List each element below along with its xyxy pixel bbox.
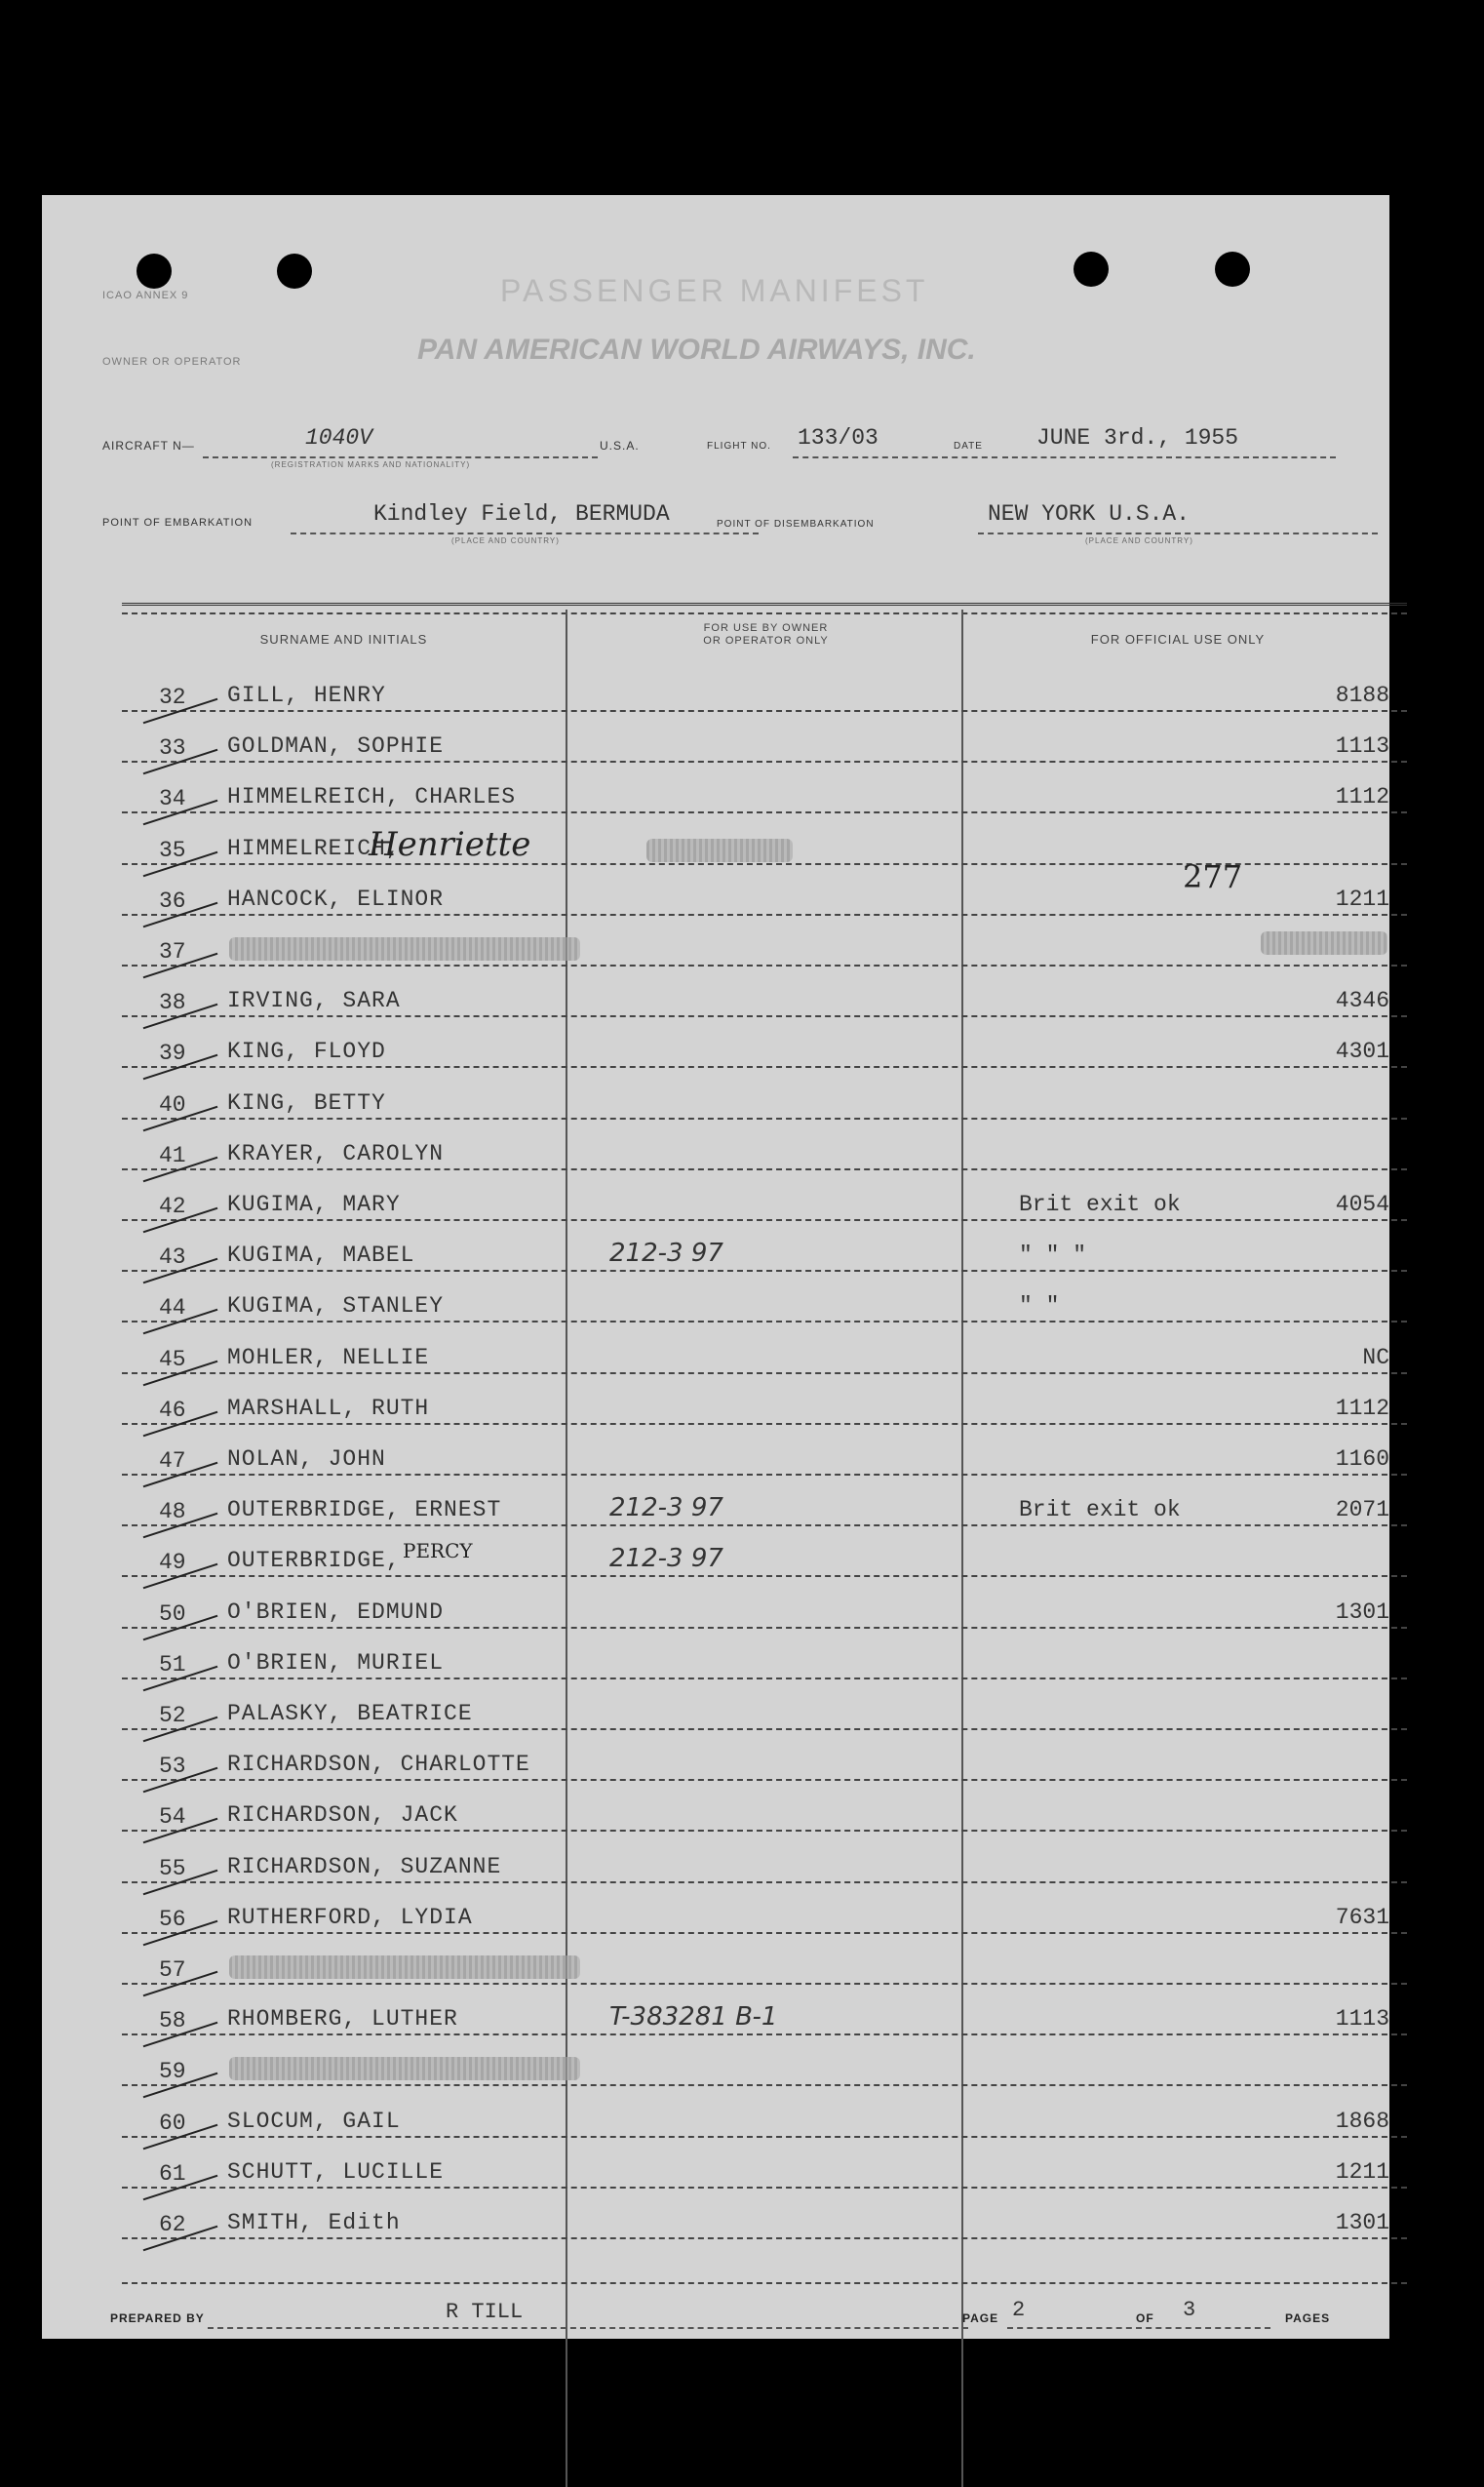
official-code: 1301 [1335,1599,1389,1625]
table-row [122,1374,1407,1425]
of-label: OF [1136,2311,1154,2325]
row-number: 35 [159,837,186,863]
table-row [122,2035,1407,2086]
table-row [122,2189,1407,2239]
passenger-name: HIMMELREICH, [227,835,401,861]
table-row [122,1120,1407,1170]
table-row [122,661,1407,712]
table-row [122,1629,1407,1679]
row-number: 43 [159,1244,186,1271]
table-row [122,2138,1407,2189]
table-row [122,1833,1407,1883]
passenger-name: HANCOCK, ELINOR [227,886,445,912]
official-code: 1113 [1335,733,1389,760]
table-row [122,916,1407,967]
operator-note: 212-3 97 [609,1239,723,1269]
passenger-name: MOHLER, NELLIE [227,1344,430,1370]
smudge-mark [229,937,580,961]
table-row [122,1730,1407,1781]
passenger-name: NOLAN, JOHN [227,1446,386,1472]
official-code: 8188 [1335,683,1389,708]
passenger-name: OUTERBRIDGE, [227,1548,401,1574]
passenger-name: HIMMELREICH, CHARLES [227,784,517,810]
table-top-rule-2 [122,612,1407,614]
passenger-name: KRAYER, CAROLYN [227,1140,445,1166]
table-row [122,1221,1407,1272]
airline-name: PAN AMERICAN WORLD AIRWAYS, INC. [417,334,976,366]
row-rule [122,2237,1407,2239]
passenger-name: OUTERBRIDGE, ERNEST [227,1497,502,1523]
page-underline [1007,2327,1270,2329]
usa-label: U.S.A. [600,439,640,453]
table-row [122,1578,1407,1629]
operator-note: 212-3 97 [609,1544,723,1574]
passenger-name: SMITH, Edith [227,2210,401,2235]
pages-label: PAGES [1285,2311,1331,2325]
official-code: 1211 [1335,886,1389,912]
table-row [122,1017,1407,1068]
official-code: 7631 [1335,1904,1389,1930]
table-row [122,1170,1407,1221]
table-row [122,763,1407,813]
punch-hole [277,254,312,289]
row-number: 44 [159,1295,186,1322]
table-row [122,1679,1407,1730]
table-row [122,712,1407,763]
official-code: 1160 [1335,1446,1389,1472]
passenger-name: RICHARDSON, JACK [227,1802,458,1829]
official-remark: Brit exit ok [1019,1192,1181,1217]
table-top-rule [122,603,1407,606]
manifest-page [42,195,1389,2339]
passenger-name: KUGIMA, STANLEY [227,1293,445,1320]
row-number: 37 [159,939,186,965]
aircraft-value: 1040V [305,425,373,451]
page-label: PAGE [962,2311,999,2325]
operator-note: 212-3 97 [609,1493,723,1523]
passenger-name: IRVING, SARA [227,988,401,1014]
punch-hole [137,254,172,289]
smudge-mark [229,1955,580,1979]
disembarkation-label: POINT OF DISEMBARKATION [717,519,875,530]
punch-hole [1074,252,1109,287]
passenger-name: KING, BETTY [227,1089,386,1116]
official-remark: " " " [1019,1243,1087,1269]
row-number: 56 [159,1906,186,1932]
row-number: 55 [159,1855,186,1881]
passenger-name: KUGIMA, MABEL [227,1243,415,1269]
table-row [122,1272,1407,1322]
col-official-header: FOR OFFICIAL USE ONLY [1090,632,1266,647]
prepared-by-value: R TILL [446,2300,524,2324]
row-number: 45 [159,1346,186,1372]
row-number: 60 [159,2110,186,2136]
punch-hole [1215,252,1250,287]
official-code: 4346 [1335,988,1389,1014]
row-number: 61 [159,2160,186,2187]
row-number: 47 [159,1448,186,1474]
passenger-name: RICHARDSON, SUZANNE [227,1853,502,1879]
passenger-name: O'BRIEN, EDMUND [227,1599,445,1625]
embarkation-note: (PLACE AND COUNTRY) [451,536,560,545]
date-label: DATE [954,441,983,452]
passenger-name: RHOMBERG, LUTHER [227,2006,458,2033]
official-code: 1112 [1335,1395,1389,1421]
aircraft-underline [203,456,598,458]
official-code: 1112 [1335,784,1389,810]
row-number: 51 [159,1651,186,1678]
passenger-name: SCHUTT, LUCILLE [227,2158,445,2185]
disembarkation-value: NEW YORK U.S.A. [988,501,1191,527]
official-code: 1211 [1335,2158,1389,2185]
table-row [122,1883,1407,1934]
of-value: 3 [1183,2298,1196,2322]
page-title: PASSENGER MANIFEST [500,273,929,308]
embarkation-value: Kindley Field, BERMUDA [373,501,670,527]
aircraft-label: AIRCRAFT N— [102,439,195,453]
passenger-name: MARSHALL, RUTH [227,1395,430,1421]
flight-label: FLIGHT NO. [707,441,771,452]
handwritten-given-name: Henriette [369,825,531,864]
operator-note: T-383281 B-1 [609,2002,778,2033]
row-number: 42 [159,1194,186,1219]
row-number: 48 [159,1499,186,1525]
row-number: 52 [159,1703,186,1728]
handwritten-note: 277 [1183,858,1243,895]
table-row [122,1781,1407,1832]
passenger-name: GILL, HENRY [227,683,386,708]
row-number: 49 [159,1550,186,1576]
official-code: NC [1362,1344,1389,1370]
official-code: 1113 [1335,2006,1389,2033]
form-reference: ICAO ANNEX 9 [102,290,189,301]
row-number: 50 [159,1600,186,1627]
official-code: 4054 [1335,1192,1389,1217]
disembarkation-note: (PLACE AND COUNTRY) [1085,536,1193,545]
passenger-name: KUGIMA, MARY [227,1192,401,1217]
table-bottom-rule [122,2282,1407,2284]
table-row [122,1934,1407,1985]
row-number: 39 [159,1041,186,1067]
passenger-name: GOLDMAN, SOPHIE [227,733,445,760]
row-number: 53 [159,1754,186,1780]
smudge-mark [1261,931,1387,955]
table-row [122,1476,1407,1526]
flight-value: 133/03 [798,425,879,451]
row-number: 54 [159,1804,186,1831]
col-surname-header: SURNAME AND INITIALS [259,632,428,647]
passenger-name: PALASKY, BEATRICE [227,1701,473,1726]
embarkation-label: POINT OF EMBARKATION [102,517,254,529]
row-number: 59 [159,2059,186,2085]
official-code: 4301 [1335,1039,1389,1065]
col-owner-header-2: OR OPERATOR ONLY [703,635,829,647]
row-number: 38 [159,990,186,1016]
table-row [122,967,1407,1017]
row-number: 32 [159,685,186,710]
smudge-mark [646,839,793,862]
date-value: JUNE 3rd., 1955 [1036,425,1239,451]
table-row [122,1323,1407,1374]
table-row [122,2087,1407,2138]
flight-underline [793,456,997,458]
official-code: 1868 [1335,2108,1389,2134]
date-underline [1002,456,1336,458]
row-number: 58 [159,2008,186,2034]
col-owner-header-1: FOR USE BY OWNER [703,622,829,634]
row-number: 40 [159,1091,186,1118]
handwritten-given-name: PERCY [403,1539,473,1562]
table-row [122,1069,1407,1120]
passenger-name: KING, FLOYD [227,1039,386,1065]
row-number: 41 [159,1142,186,1168]
passenger-name: O'BRIEN, MURIEL [227,1649,445,1676]
passenger-name: RICHARDSON, CHARLOTTE [227,1752,530,1778]
table-row [122,1526,1407,1577]
row-number: 62 [159,2212,186,2237]
table-row [122,1425,1407,1476]
row-number: 36 [159,888,186,914]
row-number: 57 [159,1957,186,1983]
owner-operator-label: OWNER OR OPERATOR [102,356,242,368]
passenger-name: RUTHERFORD, LYDIA [227,1904,473,1930]
row-number: 46 [159,1397,186,1423]
disembarkation-underline [978,533,1378,534]
aircraft-note: (REGISTRATION MARKS AND NATIONALITY) [271,460,471,469]
row-number: 34 [159,786,186,812]
prepared-by-label: PREPARED BY [110,2311,205,2325]
row-number: 33 [159,735,186,762]
embarkation-underline [291,533,759,534]
official-remark: Brit exit ok [1019,1497,1181,1523]
official-code: 2071 [1335,1497,1389,1523]
official-code: 1301 [1335,2210,1389,2235]
table-row [122,1985,1407,2035]
passenger-name: SLOCUM, GAIL [227,2108,401,2134]
official-remark: " " [1019,1293,1060,1320]
smudge-mark [229,2057,580,2080]
page-value: 2 [1012,2298,1026,2322]
prepared-underline [208,2327,968,2329]
